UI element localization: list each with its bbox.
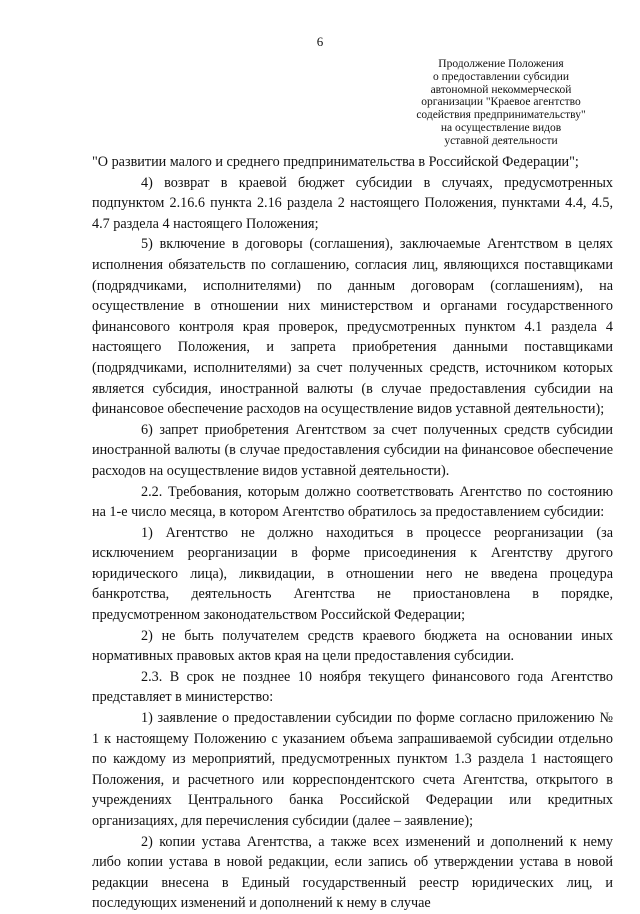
header-line: о предоставлении субсидии bbox=[432, 70, 570, 83]
paragraph: 5) включение в договоры (соглашения), заключаемые Агентством в целях исполнения обязательств по соглашению, согласия лиц, являющихся поставщиками (подрядчиками, исполнителями) по данным договорам (соглашениям), на осуществление в отношении них министерством и органами государственного финансового контроля края проверок, предусмотренных пунктом 4.1 раздела 4 настоящего Положения, и запрета приобретения данными поставщиками (подрядчиками, исполнителями) за счет полученных средств, источником которых является субсидия, иностранной валюты (в случае предоставления субсидии на финансовое обеспечение расходов на осуществление видов уставной деятельности); bbox=[92, 236, 613, 418]
header-line: содействия предпринимательству" bbox=[416, 109, 586, 122]
paragraph: 2) копии устава Агентства, а также всех изменений и дополнений к нему либо копии устава в новой редакции, если запись об утверждении устава в новой редакции внесена в Единый государственный реестр юридических лиц, и последующих изменений и дополнений к нему в случае bbox=[92, 833, 613, 912]
paragraph: 2.3. В срок не позднее 10 ноября текущего финансового года Агентство представляет в министерство: bbox=[92, 668, 613, 706]
paragraph: 6) запрет приобретения Агентством за счет полученных средств субсидии иностранной валюты (в случае предоставления субсидии на финансовое обеспечение расходов на осуществление видов уставной деятельности). bbox=[92, 421, 613, 479]
paragraph: "О развитии малого и среднего предпринимательства в Российской Федерации"; bbox=[92, 154, 579, 170]
header-line: Продолжение Положения bbox=[438, 58, 564, 70]
header-line: уставной деятельности bbox=[444, 134, 558, 147]
header-line: организации "Краевое агентство bbox=[421, 96, 581, 109]
paragraph: 1) Агентство не должно находиться в процессе реорганизации (за исключением реорганизации в форме присоединения к Агентству другого юридического лица), ликвидации, в отношении него не введена процедура банкротства, деятельность Агентства не приостановлена в порядке, предусмотренном законодательством Российской Федерации; bbox=[92, 524, 613, 624]
paragraph: 2.2. Требования, которым должно соответствовать Агентство по состоянию на 1-е число месяца, в котором Агентство обратилось за предоставлением субсидии: bbox=[92, 483, 613, 521]
paragraph: 1) заявление о предоставлении субсидии по форме согласно приложению № 1 к настоящему Положению с указанием объема запрашиваемой субсидии отдельно по каждому из мероприятий, предусмотренных пунктом 1.3 раздела 1 настоящего Положения, и расчетного или корреспондентского счета Агентства, открытого в учреждениях Центрального банка Российской Федерации или кредитных организациях, для перечисления субсидии (далее – заявление); bbox=[92, 710, 613, 829]
paragraph: 2) не быть получателем средств краевого бюджета на основании иных нормативных правовых актов края на цели предоставления субсидии. bbox=[92, 627, 613, 665]
paragraph: 4) возврат в краевой бюджет субсидии в случаях, предусмотренных подпунктом 2.16.6 пункта 2.16 раздела 2 настоящего Положения, пунктами 4.4, 4.5, 4.7 раздела 4 настоящего Положения; bbox=[92, 174, 613, 232]
page-number: 6 bbox=[316, 34, 324, 49]
header-line: на осуществление видов bbox=[440, 121, 562, 134]
document-body bbox=[92, 152, 613, 914]
document-header bbox=[396, 58, 606, 148]
header-line: автономной некоммерческой bbox=[430, 83, 572, 96]
